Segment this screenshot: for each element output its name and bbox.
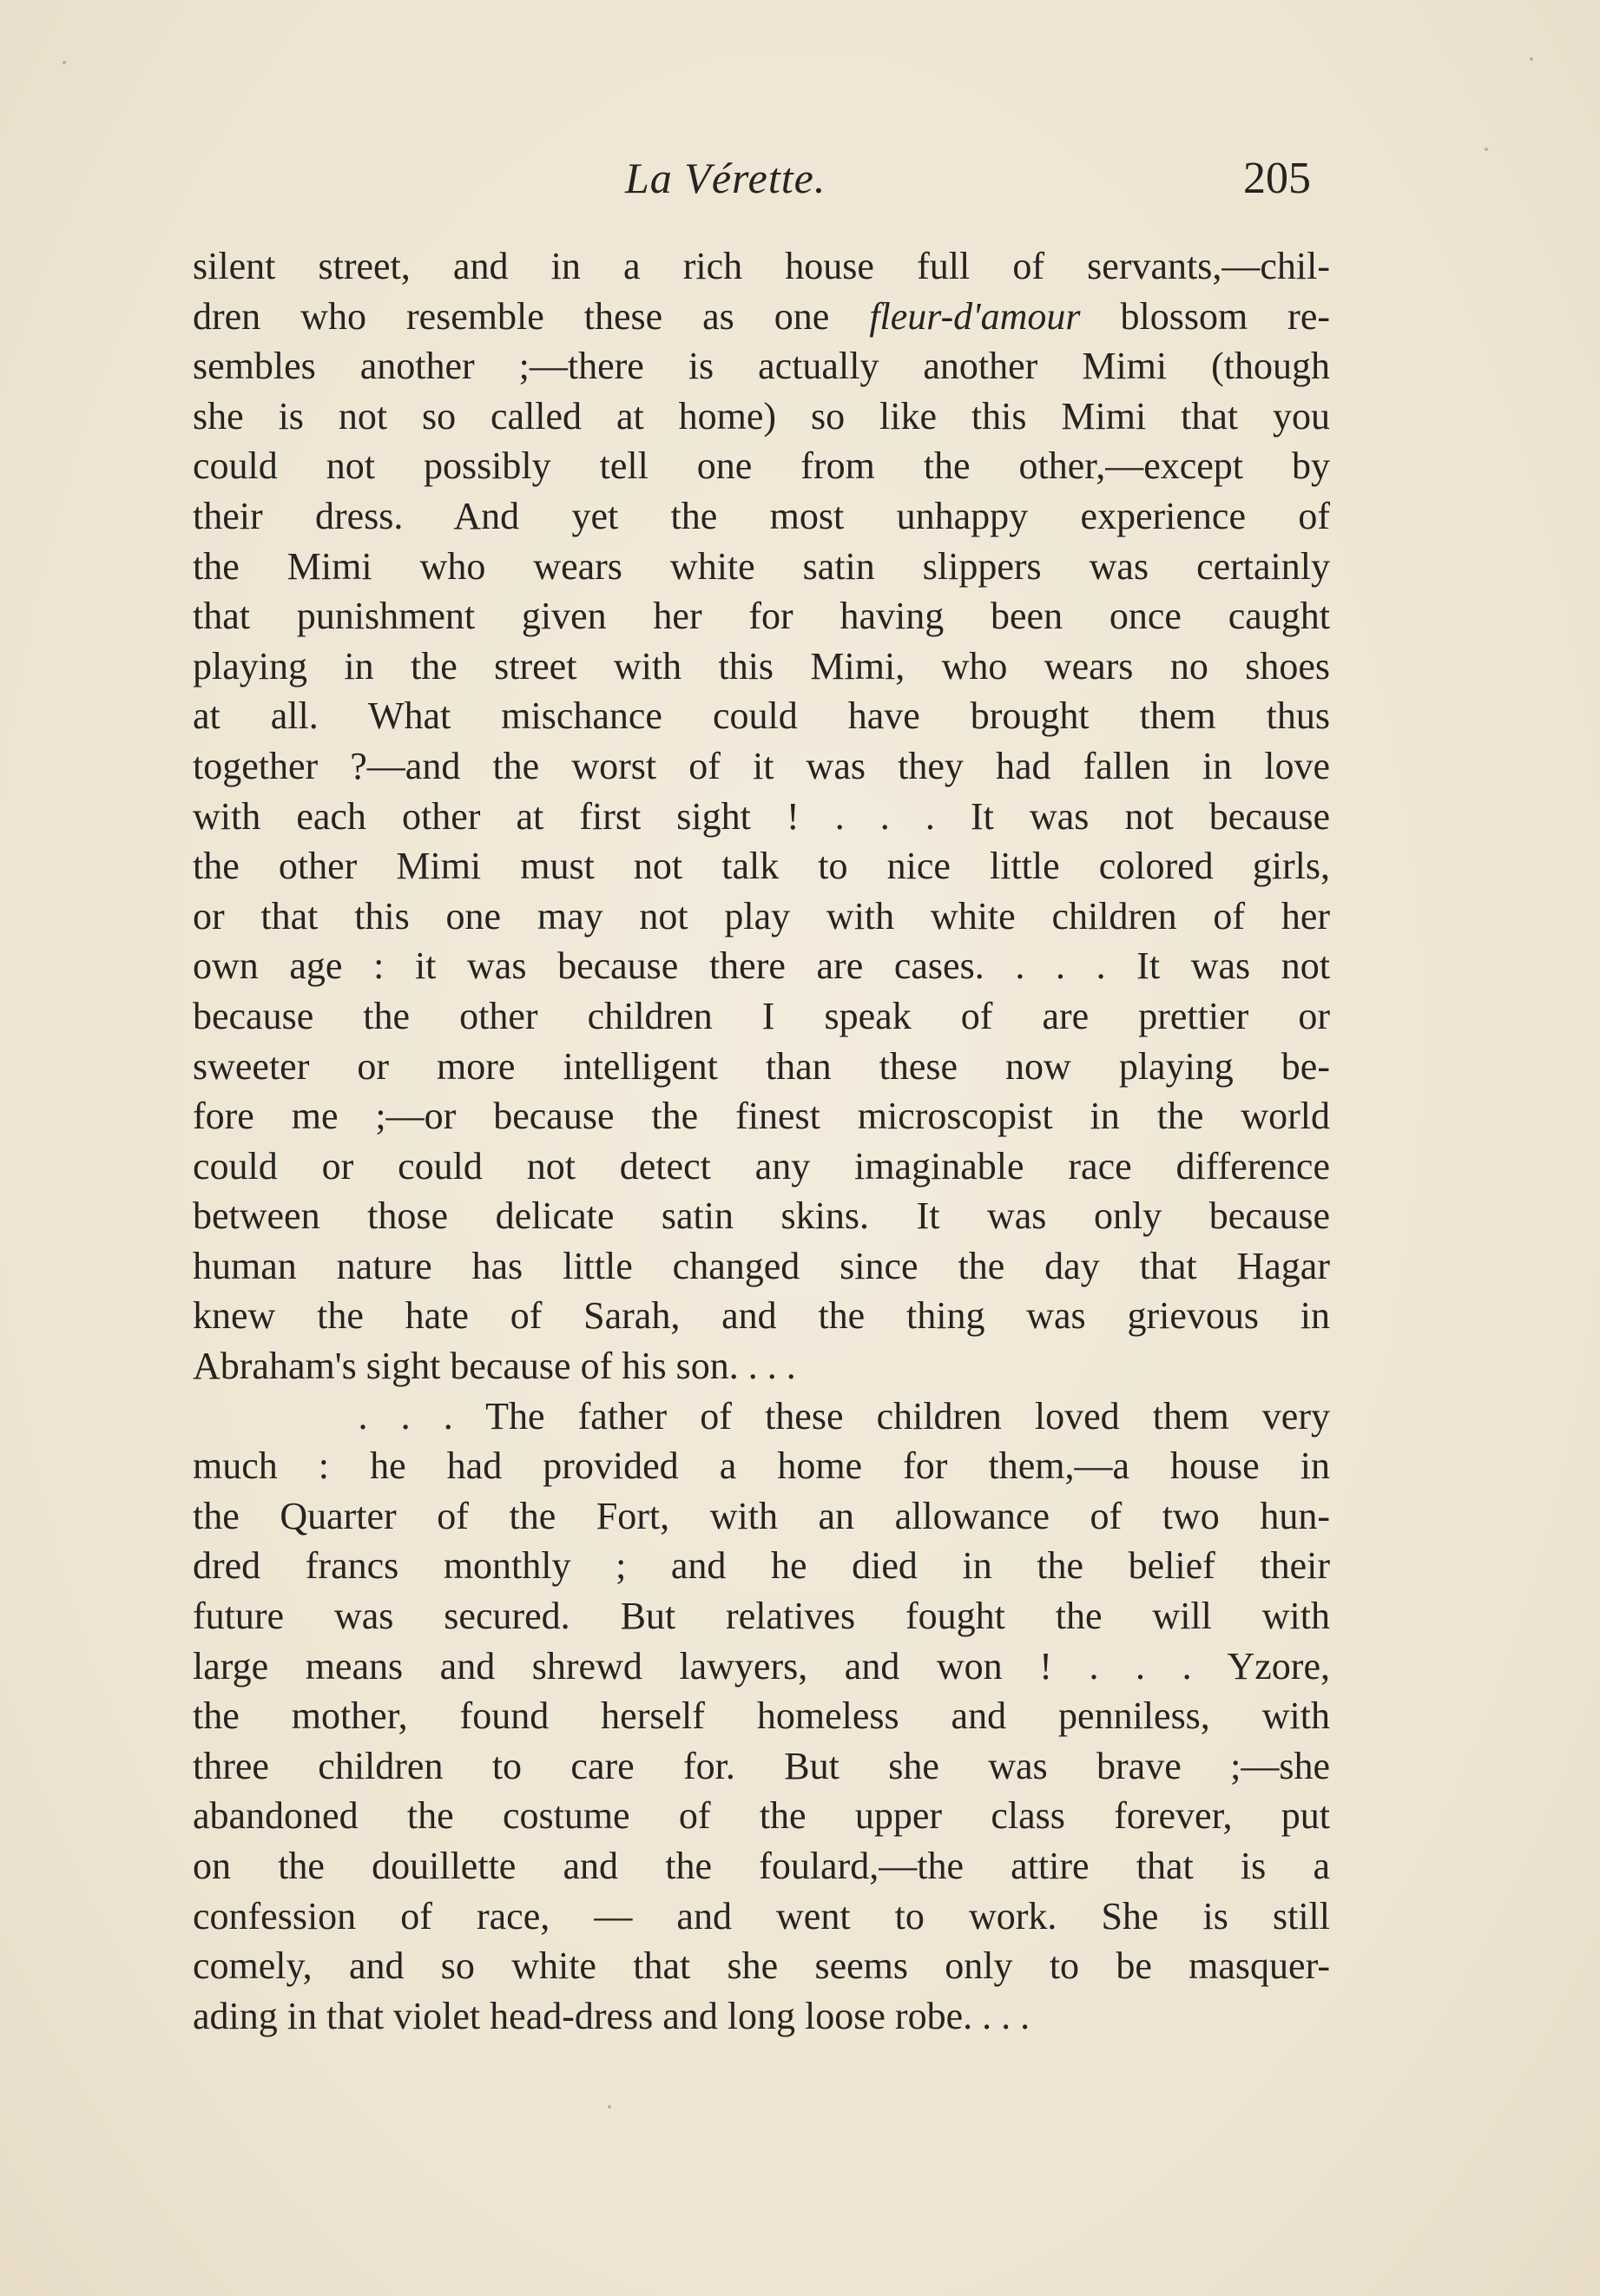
text-line: abandoned the costume of the upper class forever, put <box>193 1794 1330 1838</box>
text-line: together ?—and the worst of it was they had fallen in love <box>193 744 1330 787</box>
text-line-segment: dren who resemble these as one <box>193 294 870 338</box>
italic-phrase: fleur-d'amour <box>869 294 1081 338</box>
text-line: comely, and so white that she seems only to be masquer- <box>193 1944 1330 1988</box>
text-line: fore me ;—or because the finest microscopist in the world <box>193 1095 1330 1138</box>
body-text <box>193 241 1330 2041</box>
text-line: knew the hate of Sarah, and the thing was grievous in <box>193 1294 1330 1338</box>
text-line: sembles another ;—there is actually another Mimi (though <box>193 345 1330 388</box>
text-line: large means and shrewd lawyers, and won ! . . . Yzore, <box>193 1644 1330 1687</box>
text-line: dred francs monthly ; and he died in the belief their <box>193 1544 1330 1588</box>
text-line <box>193 292 1330 342</box>
text-line: the other Mimi must not talk to nice little colored girls, <box>193 845 1330 888</box>
text-line: future was secured. But relatives fought the will with <box>193 1595 1330 1638</box>
text-line: that punishment given her for having been once caught <box>193 595 1330 638</box>
text-line: confession of race, — and went to work. She is still <box>193 1894 1330 1937</box>
text-line: much : he had provided a home for them,—a house in <box>193 1444 1330 1488</box>
text-line: the Mimi who wears white satin slippers was certainly <box>193 544 1330 588</box>
paper-speck <box>1530 57 1533 61</box>
running-head <box>0 146 1600 215</box>
text-line: with each other at first sight ! . . . It was not because <box>193 794 1330 838</box>
text-line: the Quarter of the Fort, with an allowance of two hun- <box>193 1494 1330 1537</box>
text-line: their dress. And yet the most unhappy experience of <box>193 494 1330 537</box>
text-line: because the other children I speak of are prettier or <box>193 994 1330 1037</box>
paper-speck <box>608 2105 611 2109</box>
text-line: or that this one may not play with white children of her <box>193 894 1330 937</box>
text-line: she is not so called at home) so like this Mimi that you <box>193 394 1330 437</box>
text-line: . . . The father of these children loved them very <box>193 1394 1330 1437</box>
running-title: La Vérette. <box>625 154 826 202</box>
text-line: three children to care for. But she was brave ;—she <box>193 1744 1330 1787</box>
text-line: at all. What mischance could have brought them thus <box>193 694 1330 738</box>
text-line: ading in that violet head-dress and long loose robe. . . . <box>193 1994 1030 2037</box>
text-line: sweeter or more intelligent than these now playing be- <box>193 1044 1330 1088</box>
text-line: human nature has little changed since the day that Hagar <box>193 1244 1330 1287</box>
paper-speck <box>63 61 66 64</box>
text-line: could or could not detect any imaginable race difference <box>193 1144 1330 1187</box>
text-line-segment: blossom re- <box>1080 294 1331 338</box>
text-line: the mother, found herself homeless and penniless, with <box>193 1694 1330 1738</box>
text-line: could not possibly tell one from the other,—except by <box>193 444 1330 488</box>
text-line: silent street, and in a rich house full of servants,—chil- <box>193 245 1330 287</box>
text-line: Abraham's sight because of his son. . . . <box>193 1345 796 1388</box>
text-line: on the douillette and the foulard,—the attire that is a <box>193 1845 1330 1887</box>
text-line: own age : it was because there are cases. . . . It was not <box>193 944 1330 988</box>
text-line: playing in the street with this Mimi, who wears no shoes <box>193 644 1330 687</box>
text-line: between those delicate satin skins. It was only because <box>193 1194 1330 1238</box>
page-number: 205 <box>1243 154 1311 203</box>
